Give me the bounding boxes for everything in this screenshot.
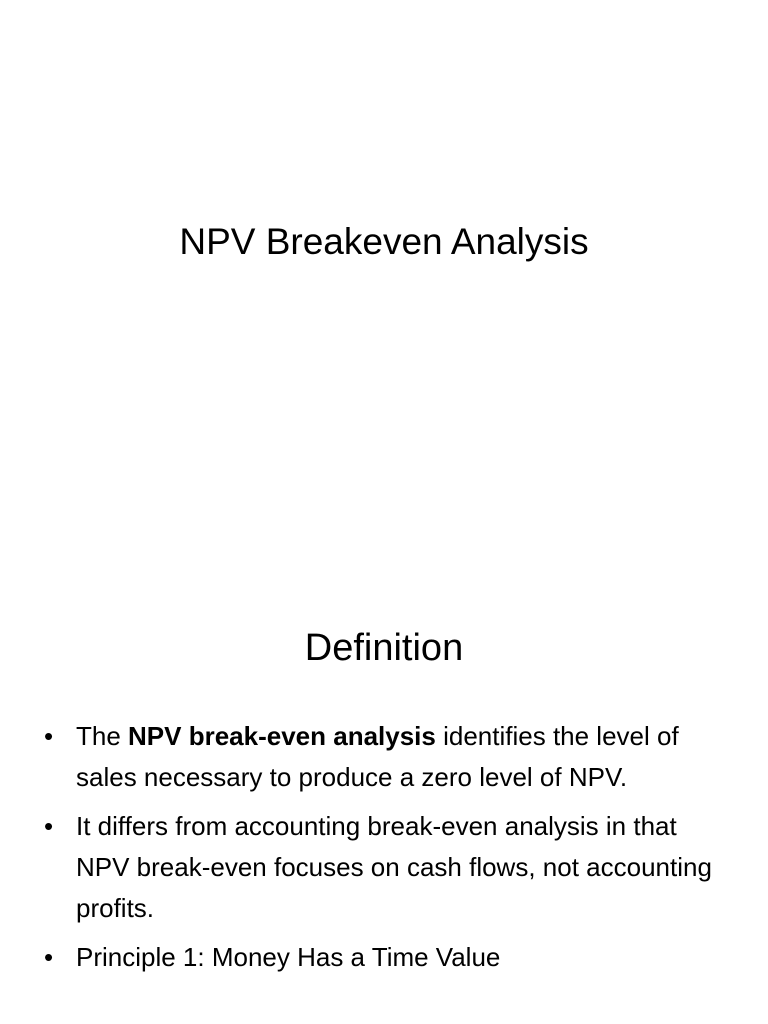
slide-heading: Definition: [304, 627, 464, 669]
bullet-text-prefix: The: [76, 721, 129, 751]
bullet-text: Principle 1: Money Has a Time Value: [76, 942, 501, 972]
bullet-text-bold: NPV break-even analysis: [128, 721, 436, 751]
bullet-icon: •: [44, 721, 54, 751]
bullet-item-2: [40, 806, 730, 929]
bullet-text: It differs from accounting break-even analysis in that NPV break-even focuses on cash flows, not accounting profits.: [76, 811, 712, 923]
slide-title: NPV Breakeven Analysis: [179, 221, 589, 262]
bullet-item-3: [40, 937, 730, 978]
definition-slide: [0, 576, 768, 1024]
bullet-item-1: [40, 716, 730, 798]
bullet-list: [40, 716, 730, 986]
bullet-icon: •: [44, 811, 54, 841]
bullet-text-suffix: identifies the level of sales necessary to produce a zero level of NPV.: [76, 721, 679, 792]
bullet-icon: •: [44, 942, 54, 972]
